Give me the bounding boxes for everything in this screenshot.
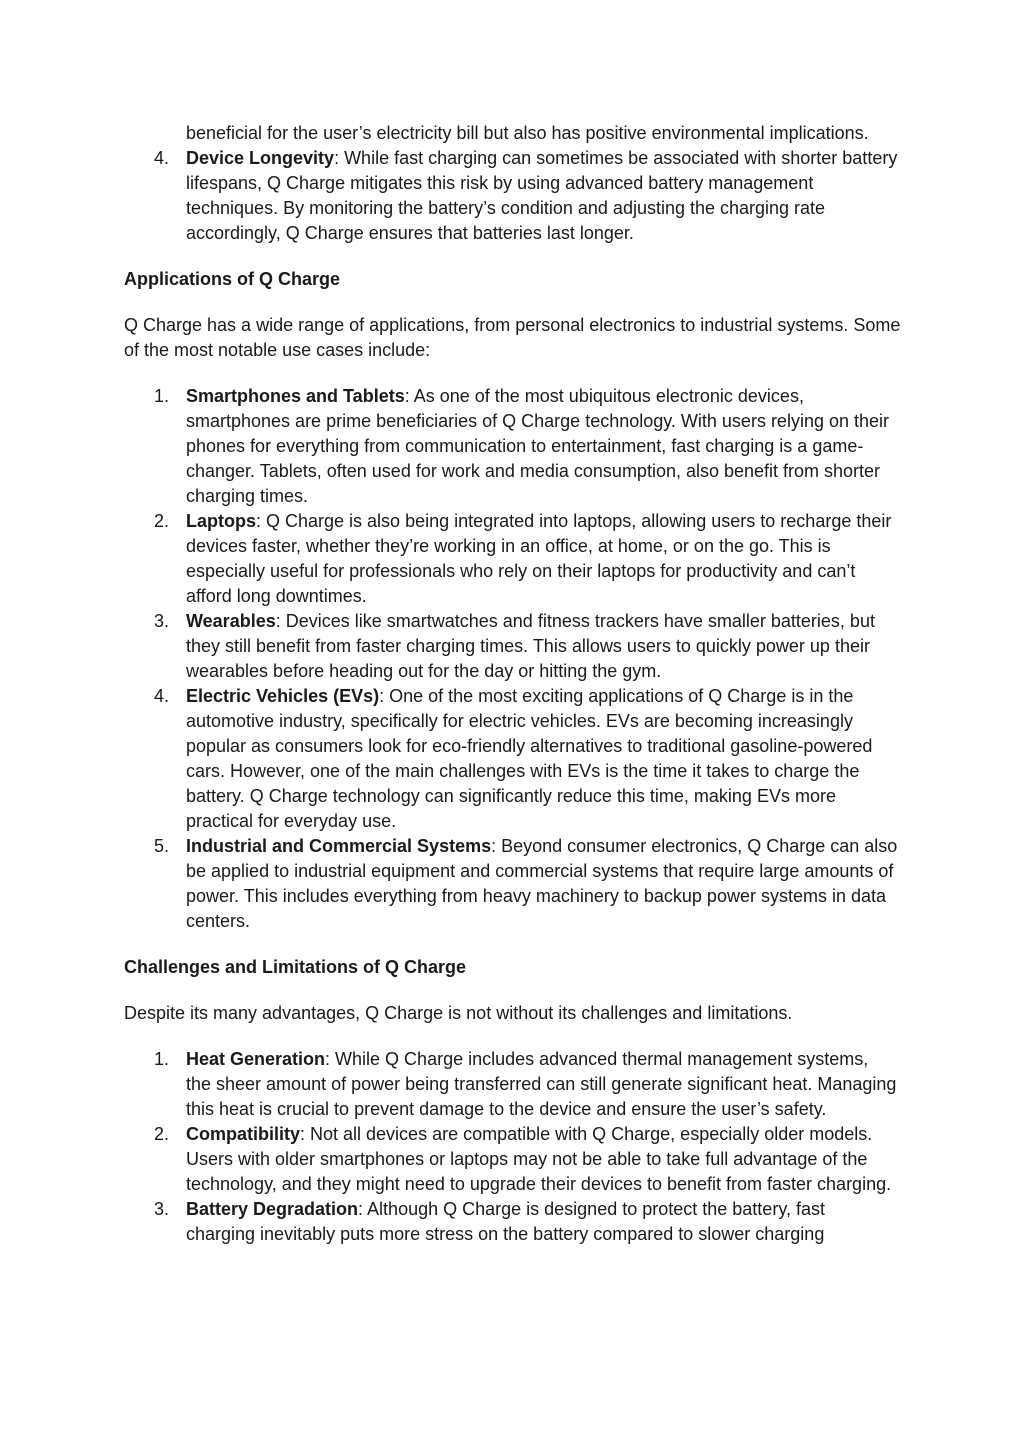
list-number: 3. <box>154 1199 170 1219</box>
list-item <box>124 1197 898 1247</box>
section-heading-applications: Applications of Q Charge <box>124 269 341 289</box>
list-number: 2. <box>154 511 170 531</box>
list-term: Smartphones and Tablets <box>186 386 405 406</box>
list-text: : Not all devices are compatible with Q Charge, especially older models. Users with older smartphones or laptops may not be able to take full advantage of the technology, and they might need to upgrade their devices to benefit from faster charging. <box>186 1124 892 1194</box>
list-item <box>124 609 898 684</box>
list-term: Device Longevity <box>186 148 335 168</box>
list-term: Laptops <box>186 511 256 531</box>
continued-paragraph: beneficial for the user’s electricity bill but also has positive environmental implications. <box>186 123 869 143</box>
list-item <box>124 384 898 509</box>
list-text: : Q Charge is also being integrated into laptops, allowing users to recharge their devices faster, whether they’re working in an office, at home, or on the go. This is especially useful for professionals who rely on their laptops for productivity and can’t afford long downtimes. <box>186 511 892 606</box>
list-text: : Beyond consumer electronics, Q Charge can also be applied to industrial equipment and commercial systems that require large amounts of power. This includes everything from heavy machinery to backup power systems in data centers. <box>186 836 898 931</box>
list-term: Wearables <box>186 611 276 631</box>
list-item <box>124 1122 898 1197</box>
benefits-list-continued <box>124 146 904 246</box>
list-term: Compatibility <box>186 1124 301 1144</box>
list-number: 3. <box>154 611 170 631</box>
challenges-list <box>124 1047 904 1247</box>
list-text: : Devices like smartwatches and fitness trackers have smaller batteries, but they still benefit from faster charging times. This allows users to quickly power up their wearables before heading out for the day or hitting the gym. <box>186 611 875 681</box>
list-text: : Although Q Charge is designed to protect the battery, fast charging inevitably puts more stress on the battery compared to slower charging <box>186 1199 825 1244</box>
list-number: 4. <box>154 686 170 706</box>
list-number: 4. <box>154 148 170 168</box>
list-term: Heat Generation <box>186 1049 326 1069</box>
section-heading-challenges: Challenges and Limitations of Q Charge <box>124 957 467 977</box>
list-term: Industrial and Commercial Systems <box>186 836 492 856</box>
applications-intro: Q Charge has a wide range of applications, from personal electronics to industrial systems. Some of the most notable use cases include: <box>124 315 901 360</box>
list-text: : While Q Charge includes advanced thermal management systems, the sheer amount of power being transferred can still generate significant heat. Managing this heat is crucial to prevent damage to the device and ensure the user’s safety. <box>186 1049 897 1119</box>
list-term: Battery Degradation <box>186 1199 359 1219</box>
challenges-intro: Despite its many advantages, Q Charge is not without its challenges and limitations. <box>124 1003 793 1023</box>
list-item <box>124 834 898 934</box>
list-item <box>124 509 898 609</box>
list-item <box>124 146 898 246</box>
list-number: 1. <box>154 386 170 406</box>
applications-list <box>124 384 904 934</box>
list-text: : One of the most exciting applications of Q Charge is in the automotive industry, specifically for electric vehicles. EVs are becoming increasingly popular as consumers look for eco-friendly alternatives to traditional gasoline-powered cars. However, one of the main challenges with EVs is the time it takes to charge the battery. Q Charge technology can significantly reduce this time, making EVs more practical for everyday use. <box>186 686 873 831</box>
document-page <box>124 121 904 1247</box>
list-number: 2. <box>154 1124 170 1144</box>
list-item <box>124 1047 898 1122</box>
list-term: Electric Vehicles (EVs) <box>186 686 380 706</box>
list-text: : As one of the most ubiquitous electronic devices, smartphones are prime beneficiaries of Q Charge technology. With users relying on their phones for everything from communication to entertainment, fast charging is a game-changer. Tablets, often used for work and media consumption, also benefit from shorter charging times. <box>186 386 890 506</box>
list-item <box>124 684 898 834</box>
list-number: 1. <box>154 1049 170 1069</box>
list-text: : While fast charging can sometimes be associated with shorter battery lifespans, Q Charge mitigates this risk by using advanced battery management techniques. By monitoring the battery’s condition and adjusting the charging rate accordingly, Q Charge ensures that batteries last longer. <box>186 148 898 243</box>
list-number: 5. <box>154 836 170 856</box>
